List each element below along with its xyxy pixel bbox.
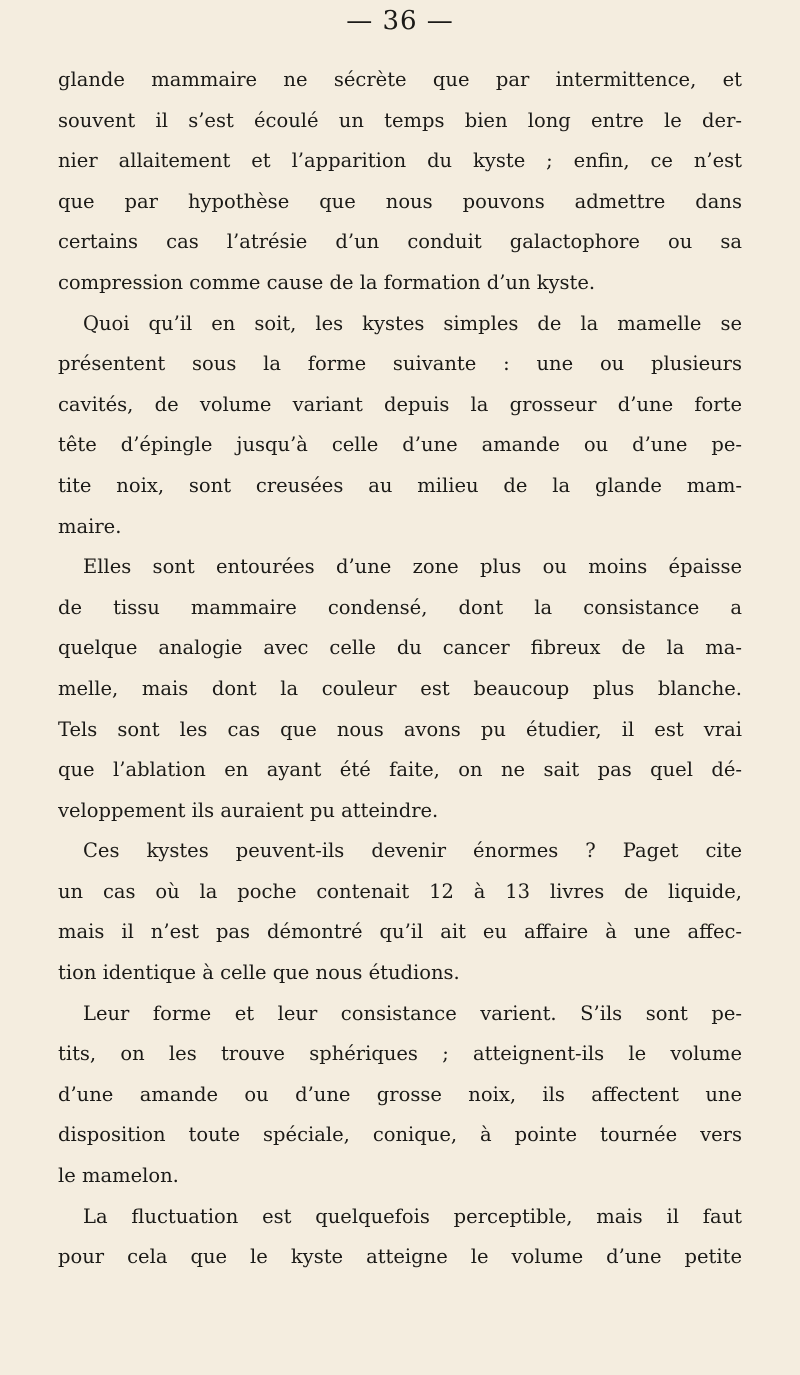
text-line-1: glande mammaire ne sécrète que par intermittence, et: [58, 68, 742, 91]
text-line-9: cavités, de volume variant depuis la grosseur d’une forte: [58, 392, 742, 416]
text-line-6: compression comme cause de la formation d’un kyste.: [58, 270, 596, 294]
page-number: — 36 —: [346, 6, 454, 36]
text-line-13: Elles sont entourées d’une zone plus ou moins épaisse: [83, 555, 742, 579]
text-line-4: que par hypothèse que nous pouvons admettre dans: [58, 189, 742, 213]
text-line-11: tite noix, sont creusées au milieu de la glande mam-: [58, 473, 742, 497]
text-line-18: que l’ablation en ayant été faite, on ne sait pas quel dé-: [58, 758, 742, 782]
text-line-3: nier allaitement et l’apparition du kyste ; enfin, ce n’est: [58, 149, 742, 173]
text-line-29: La fluctuation est quelquefois perceptible, mais il faut: [83, 1204, 742, 1228]
text-line-30: pour cela que le kyste atteigne le volume d’une petite: [58, 1245, 742, 1269]
text-line-7: Quoi qu’il en soit, les kystes simples de la mamelle se: [83, 311, 742, 335]
text-line-21: un cas où la poche contenait 12 à 13 livres de liquide,: [58, 879, 742, 903]
text-line-19: veloppement ils auraient pu atteindre.: [58, 798, 439, 822]
text-line-24: Leur forme et leur consistance varient. S’ils sont pe-: [83, 1001, 742, 1025]
text-line-28: le mamelon.: [58, 1164, 179, 1188]
text-line-26: d’une amande ou d’une grosse noix, ils affectent une: [58, 1082, 742, 1106]
text-line-2: souvent il s’est écoulé un temps bien long entre le der-: [58, 108, 742, 132]
text-line-14: de tissu mammaire condensé, dont la consistance a: [58, 595, 742, 619]
text-line-15: quelque analogie avec celle du cancer fibreux de la ma-: [58, 636, 742, 660]
text-line-20: Ces kystes peuvent-ils devenir énormes ? Paget cite: [83, 839, 742, 863]
text-line-17: Tels sont les cas que nous avons pu étudier, il est vrai: [58, 717, 742, 741]
text-line-16: melle, mais dont la couleur est beaucoup plus blanche.: [58, 676, 742, 700]
text-line-22: mais il n’est pas démontré qu’il ait eu affaire à une affec-: [58, 920, 742, 944]
text-line-25: tits, on les trouve sphériques ; atteignent-ils le volume: [58, 1042, 742, 1066]
text-line-5: certains cas l’atrésie d’un conduit galactophore ou sa: [58, 230, 742, 254]
text-line-10: tête d’épingle jusqu’à celle d’une amande ou d’une pe-: [58, 433, 742, 457]
text-line-23: tion identique à celle que nous étudions.: [58, 961, 460, 985]
text-line-12: maire.: [58, 514, 122, 538]
text-line-8: présentent sous la forme suivante : une ou plusieurs: [58, 352, 742, 376]
body-text: [58, 60, 742, 1278]
text-line-27: disposition toute spéciale, conique, à pointe tournée vers: [58, 1123, 742, 1147]
